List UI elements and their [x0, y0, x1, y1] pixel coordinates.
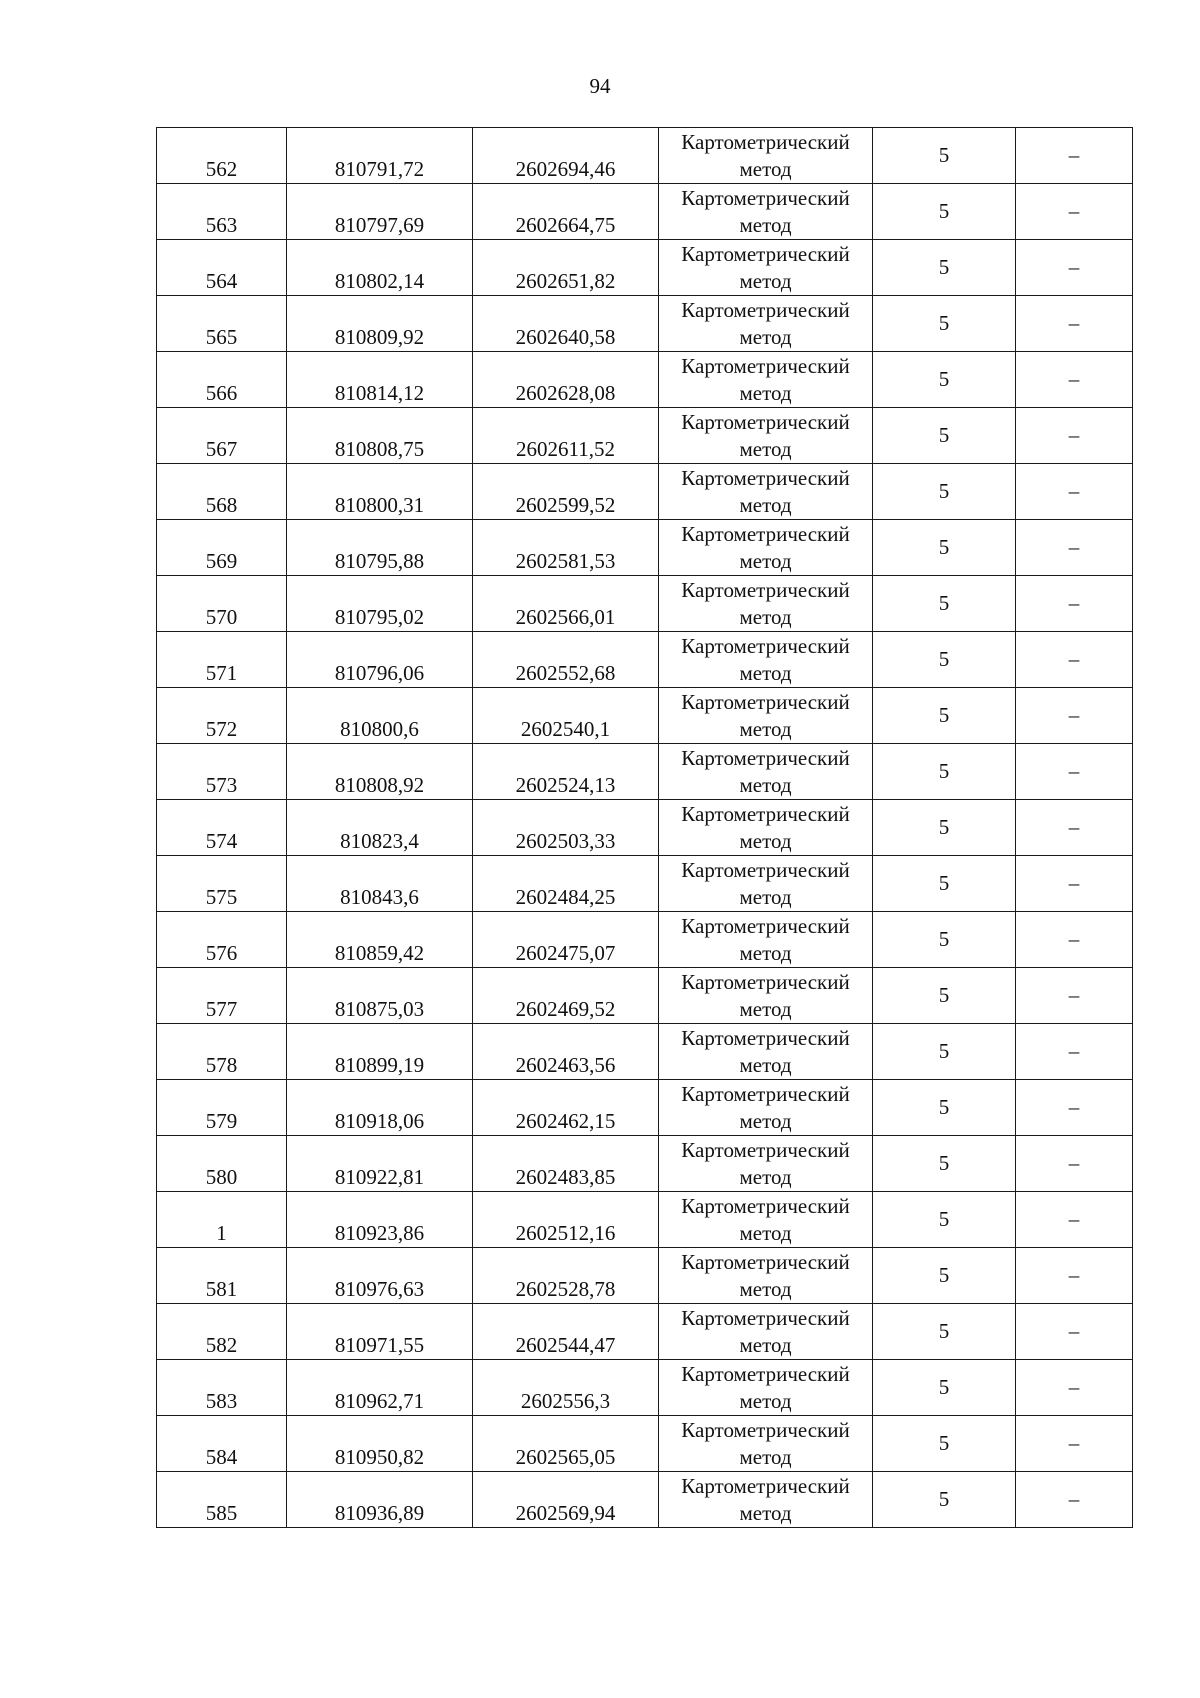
x-coordinate-cell: 810796,06	[287, 632, 473, 688]
method-line-2: метод	[739, 1388, 792, 1413]
note-cell: –	[1016, 184, 1133, 240]
table-row	[157, 1360, 1133, 1416]
accuracy-cell: 5	[873, 1136, 1016, 1192]
y-coordinate-cell: 2602544,47	[473, 1304, 659, 1360]
note-cell: –	[1016, 352, 1133, 408]
method-line-1: Картометрический	[681, 353, 850, 378]
method-line-1: Картометрический	[681, 1025, 850, 1050]
note-cell: –	[1016, 464, 1133, 520]
method-line-1: Картометрический	[681, 801, 850, 826]
method-line-1: Картометрический	[681, 745, 850, 770]
y-coordinate-cell: 2602566,01	[473, 576, 659, 632]
method-line-2: метод	[739, 1108, 792, 1133]
accuracy-cell: 5	[873, 632, 1016, 688]
y-coordinate-cell: 2602694,46	[473, 128, 659, 184]
point-number-cell: 578	[157, 1024, 287, 1080]
note-cell: –	[1016, 1080, 1133, 1136]
note-cell: –	[1016, 1304, 1133, 1360]
y-coordinate-cell: 2602569,94	[473, 1472, 659, 1528]
point-number-cell: 573	[157, 744, 287, 800]
x-coordinate-cell: 810823,4	[287, 800, 473, 856]
point-number-cell: 581	[157, 1248, 287, 1304]
note-cell: –	[1016, 408, 1133, 464]
point-number-cell: 580	[157, 1136, 287, 1192]
x-coordinate-cell: 810795,88	[287, 520, 473, 576]
x-coordinate-cell: 810875,03	[287, 968, 473, 1024]
y-coordinate-cell: 2602503,33	[473, 800, 659, 856]
method-line-2: метод	[739, 940, 792, 965]
note-cell: –	[1016, 968, 1133, 1024]
point-number-cell: 583	[157, 1360, 287, 1416]
table-row	[157, 1304, 1133, 1360]
method-cell	[659, 1360, 873, 1416]
table-row	[157, 632, 1133, 688]
note-cell: –	[1016, 296, 1133, 352]
note-cell: –	[1016, 1472, 1133, 1528]
table-row	[157, 128, 1133, 184]
method-cell	[659, 856, 873, 912]
table-row	[157, 520, 1133, 576]
method-cell	[659, 800, 873, 856]
method-line-2: метод	[739, 268, 792, 293]
point-number-cell: 575	[157, 856, 287, 912]
note-cell: –	[1016, 744, 1133, 800]
method-cell	[659, 576, 873, 632]
method-line-1: Картометрический	[681, 409, 850, 434]
note-cell: –	[1016, 128, 1133, 184]
method-cell	[659, 352, 873, 408]
accuracy-cell: 5	[873, 1360, 1016, 1416]
coordinates-table	[156, 127, 1133, 1528]
table-row	[157, 800, 1133, 856]
method-line-1: Картометрический	[681, 465, 850, 490]
method-line-1: Картометрический	[681, 241, 850, 266]
point-number-cell: 570	[157, 576, 287, 632]
x-coordinate-cell: 810962,71	[287, 1360, 473, 1416]
accuracy-cell: 5	[873, 800, 1016, 856]
point-number-cell: 574	[157, 800, 287, 856]
method-line-2: метод	[739, 1500, 792, 1525]
x-coordinate-cell: 810950,82	[287, 1416, 473, 1472]
method-cell	[659, 1304, 873, 1360]
method-cell	[659, 408, 873, 464]
accuracy-cell: 5	[873, 352, 1016, 408]
method-cell	[659, 1248, 873, 1304]
point-number-cell: 563	[157, 184, 287, 240]
table-row	[157, 688, 1133, 744]
x-coordinate-cell: 810800,31	[287, 464, 473, 520]
y-coordinate-cell: 2602628,08	[473, 352, 659, 408]
method-line-1: Картометрический	[681, 129, 850, 154]
method-cell	[659, 912, 873, 968]
method-line-1: Картометрический	[681, 857, 850, 882]
method-line-1: Картометрический	[681, 521, 850, 546]
table-row	[157, 352, 1133, 408]
accuracy-cell: 5	[873, 688, 1016, 744]
method-line-2: метод	[739, 156, 792, 181]
point-number-cell: 1	[157, 1192, 287, 1248]
method-line-1: Картометрический	[681, 1361, 850, 1386]
point-number-cell: 571	[157, 632, 287, 688]
y-coordinate-cell: 2602475,07	[473, 912, 659, 968]
x-coordinate-cell: 810899,19	[287, 1024, 473, 1080]
y-coordinate-cell: 2602640,58	[473, 296, 659, 352]
note-cell: –	[1016, 1192, 1133, 1248]
note-cell: –	[1016, 800, 1133, 856]
point-number-cell: 572	[157, 688, 287, 744]
table-row	[157, 1024, 1133, 1080]
note-cell: –	[1016, 240, 1133, 296]
x-coordinate-cell: 810808,75	[287, 408, 473, 464]
y-coordinate-cell: 2602462,15	[473, 1080, 659, 1136]
accuracy-cell: 5	[873, 1304, 1016, 1360]
method-cell	[659, 1192, 873, 1248]
method-line-1: Картометрический	[681, 1081, 850, 1106]
method-cell	[659, 1024, 873, 1080]
method-cell	[659, 1080, 873, 1136]
method-line-2: метод	[739, 436, 792, 461]
x-coordinate-cell: 810808,92	[287, 744, 473, 800]
point-number-cell: 576	[157, 912, 287, 968]
point-number-cell: 565	[157, 296, 287, 352]
method-line-1: Картометрический	[681, 689, 850, 714]
method-line-2: метод	[739, 548, 792, 573]
note-cell: –	[1016, 632, 1133, 688]
point-number-cell: 577	[157, 968, 287, 1024]
x-coordinate-cell: 810802,14	[287, 240, 473, 296]
x-coordinate-cell: 810918,06	[287, 1080, 473, 1136]
method-cell	[659, 968, 873, 1024]
method-line-2: метод	[739, 492, 792, 517]
method-line-1: Картометрический	[681, 1417, 850, 1442]
x-coordinate-cell: 810791,72	[287, 128, 473, 184]
accuracy-cell: 5	[873, 912, 1016, 968]
method-cell	[659, 632, 873, 688]
method-cell	[659, 240, 873, 296]
note-cell: –	[1016, 1416, 1133, 1472]
table-row	[157, 240, 1133, 296]
x-coordinate-cell: 810809,92	[287, 296, 473, 352]
method-line-1: Картометрический	[681, 185, 850, 210]
y-coordinate-cell: 2602552,68	[473, 632, 659, 688]
table-row	[157, 184, 1133, 240]
y-coordinate-cell: 2602524,13	[473, 744, 659, 800]
method-line-2: метод	[739, 1276, 792, 1301]
accuracy-cell: 5	[873, 1416, 1016, 1472]
x-coordinate-cell: 810923,86	[287, 1192, 473, 1248]
method-line-2: метод	[739, 1332, 792, 1357]
point-number-cell: 579	[157, 1080, 287, 1136]
method-line-2: метод	[739, 1052, 792, 1077]
accuracy-cell: 5	[873, 240, 1016, 296]
page-number: 94	[589, 74, 611, 98]
point-number-cell: 567	[157, 408, 287, 464]
y-coordinate-cell: 2602565,05	[473, 1416, 659, 1472]
method-line-2: метод	[739, 884, 792, 909]
method-line-2: метод	[739, 772, 792, 797]
method-cell	[659, 1416, 873, 1472]
x-coordinate-cell: 810795,02	[287, 576, 473, 632]
y-coordinate-cell: 2602540,1	[473, 688, 659, 744]
note-cell: –	[1016, 912, 1133, 968]
y-coordinate-cell: 2602599,52	[473, 464, 659, 520]
table-row	[157, 1472, 1133, 1528]
method-line-2: метод	[739, 660, 792, 685]
accuracy-cell: 5	[873, 296, 1016, 352]
note-cell: –	[1016, 856, 1133, 912]
accuracy-cell: 5	[873, 1248, 1016, 1304]
y-coordinate-cell: 2602512,16	[473, 1192, 659, 1248]
x-coordinate-cell: 810814,12	[287, 352, 473, 408]
x-coordinate-cell: 810936,89	[287, 1472, 473, 1528]
y-coordinate-cell: 2602611,52	[473, 408, 659, 464]
method-line-1: Картометрический	[681, 633, 850, 658]
table-row	[157, 576, 1133, 632]
accuracy-cell: 5	[873, 576, 1016, 632]
method-cell	[659, 296, 873, 352]
method-line-1: Картометрический	[681, 297, 850, 322]
method-line-1: Картометрический	[681, 969, 850, 994]
method-line-2: метод	[739, 828, 792, 853]
note-cell: –	[1016, 688, 1133, 744]
table-body	[157, 128, 1133, 1528]
x-coordinate-cell: 810843,6	[287, 856, 473, 912]
method-line-2: метод	[739, 380, 792, 405]
table-row	[157, 912, 1133, 968]
method-line-1: Картометрический	[681, 1137, 850, 1162]
x-coordinate-cell: 810976,63	[287, 1248, 473, 1304]
x-coordinate-cell: 810797,69	[287, 184, 473, 240]
accuracy-cell: 5	[873, 1472, 1016, 1528]
method-cell	[659, 688, 873, 744]
method-line-1: Картометрический	[681, 1473, 850, 1498]
method-line-2: метод	[739, 1220, 792, 1245]
accuracy-cell: 5	[873, 408, 1016, 464]
note-cell: –	[1016, 520, 1133, 576]
method-cell	[659, 520, 873, 576]
method-line-1: Картометрический	[681, 913, 850, 938]
table-row	[157, 408, 1133, 464]
x-coordinate-cell: 810800,6	[287, 688, 473, 744]
point-number-cell: 584	[157, 1416, 287, 1472]
table-row	[157, 1136, 1133, 1192]
method-line-1: Картометрический	[681, 1193, 850, 1218]
method-cell	[659, 1472, 873, 1528]
note-cell: –	[1016, 1248, 1133, 1304]
y-coordinate-cell: 2602483,85	[473, 1136, 659, 1192]
point-number-cell: 582	[157, 1304, 287, 1360]
method-cell	[659, 128, 873, 184]
accuracy-cell: 5	[873, 1192, 1016, 1248]
x-coordinate-cell: 810922,81	[287, 1136, 473, 1192]
table-row	[157, 1416, 1133, 1472]
method-cell	[659, 464, 873, 520]
accuracy-cell: 5	[873, 184, 1016, 240]
table-row	[157, 744, 1133, 800]
accuracy-cell: 5	[873, 128, 1016, 184]
table-row	[157, 296, 1133, 352]
accuracy-cell: 5	[873, 968, 1016, 1024]
method-cell	[659, 744, 873, 800]
method-line-2: метод	[739, 1164, 792, 1189]
method-cell	[659, 1136, 873, 1192]
method-line-2: метод	[739, 604, 792, 629]
method-cell	[659, 184, 873, 240]
method-line-2: метод	[739, 996, 792, 1021]
table-row	[157, 464, 1133, 520]
y-coordinate-cell: 2602528,78	[473, 1248, 659, 1304]
table-row	[157, 1080, 1133, 1136]
method-line-1: Картометрический	[681, 577, 850, 602]
y-coordinate-cell: 2602651,82	[473, 240, 659, 296]
y-coordinate-cell: 2602463,56	[473, 1024, 659, 1080]
accuracy-cell: 5	[873, 744, 1016, 800]
accuracy-cell: 5	[873, 856, 1016, 912]
y-coordinate-cell: 2602484,25	[473, 856, 659, 912]
note-cell: –	[1016, 1024, 1133, 1080]
table-row	[157, 856, 1133, 912]
method-line-2: метод	[739, 212, 792, 237]
point-number-cell: 566	[157, 352, 287, 408]
point-number-cell: 585	[157, 1472, 287, 1528]
x-coordinate-cell: 810859,42	[287, 912, 473, 968]
point-number-cell: 564	[157, 240, 287, 296]
accuracy-cell: 5	[873, 464, 1016, 520]
point-number-cell: 562	[157, 128, 287, 184]
accuracy-cell: 5	[873, 1024, 1016, 1080]
point-number-cell: 568	[157, 464, 287, 520]
point-number-cell: 569	[157, 520, 287, 576]
y-coordinate-cell: 2602664,75	[473, 184, 659, 240]
table-row	[157, 1192, 1133, 1248]
method-line-2: метод	[739, 324, 792, 349]
table-row	[157, 1248, 1133, 1304]
table-row	[157, 968, 1133, 1024]
note-cell: –	[1016, 576, 1133, 632]
method-line-1: Картометрический	[681, 1305, 850, 1330]
method-line-1: Картометрический	[681, 1249, 850, 1274]
accuracy-cell: 5	[873, 520, 1016, 576]
x-coordinate-cell: 810971,55	[287, 1304, 473, 1360]
note-cell: –	[1016, 1360, 1133, 1416]
method-line-2: метод	[739, 716, 792, 741]
note-cell: –	[1016, 1136, 1133, 1192]
y-coordinate-cell: 2602556,3	[473, 1360, 659, 1416]
accuracy-cell: 5	[873, 1080, 1016, 1136]
method-line-2: метод	[739, 1444, 792, 1469]
y-coordinate-cell: 2602469,52	[473, 968, 659, 1024]
y-coordinate-cell: 2602581,53	[473, 520, 659, 576]
